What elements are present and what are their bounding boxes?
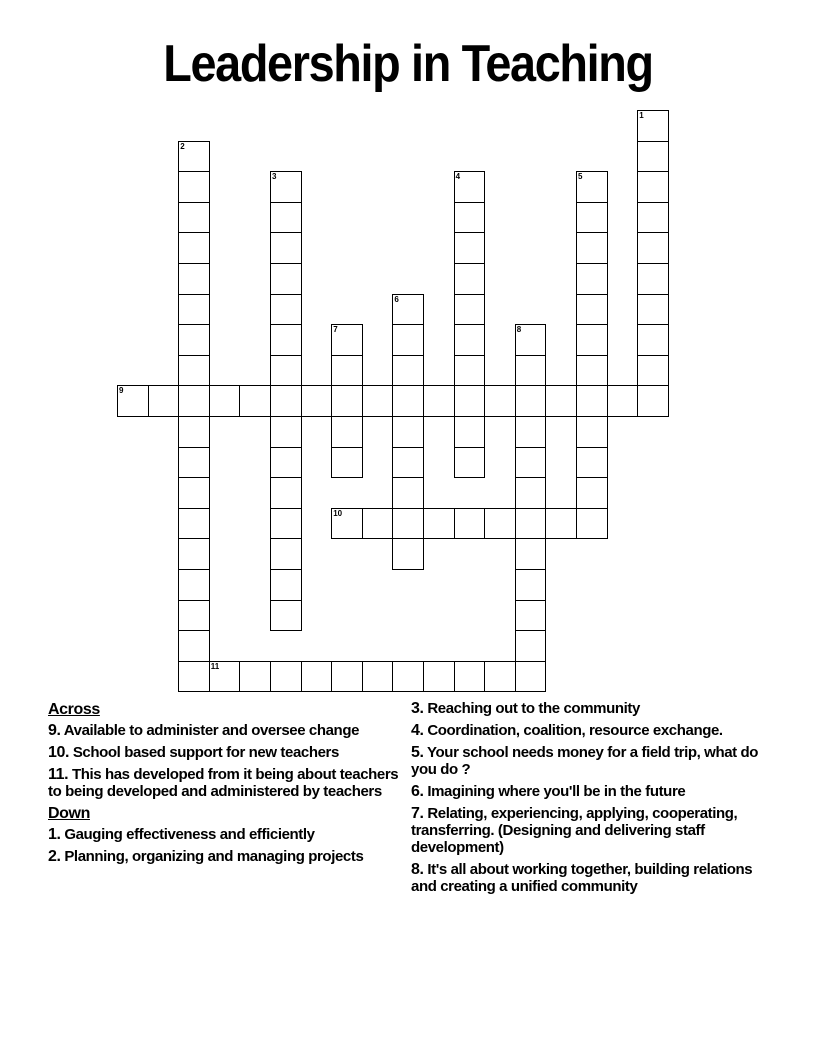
grid-cell[interactable] xyxy=(545,508,577,540)
grid-cell[interactable] xyxy=(515,447,547,479)
grid-cell[interactable] xyxy=(270,294,302,326)
grid-cell[interactable] xyxy=(362,508,394,540)
grid-cell[interactable] xyxy=(178,355,210,387)
grid-cell[interactable] xyxy=(362,661,394,693)
cell-number: 1 xyxy=(639,111,644,120)
grid-cell[interactable] xyxy=(178,263,210,295)
down-clue-5 xyxy=(411,744,771,778)
grid-cell[interactable] xyxy=(637,202,669,234)
cell-number: 3 xyxy=(272,172,277,182)
clues-left-column xyxy=(48,700,408,870)
cell-number: 4 xyxy=(455,172,461,182)
clue-text: Your school needs money for a field trip, what do you do ? xyxy=(411,744,759,778)
clue-number: 8. xyxy=(411,861,424,878)
grid-cell[interactable] xyxy=(423,661,455,693)
grid-cell[interactable] xyxy=(392,538,424,570)
grid-cell[interactable] xyxy=(637,385,669,417)
grid-cell[interactable] xyxy=(178,569,210,601)
grid-cell[interactable] xyxy=(637,232,669,264)
grid-cell[interactable] xyxy=(331,661,363,693)
cell-number: 9 xyxy=(119,386,124,396)
grid-cell[interactable] xyxy=(454,324,486,356)
clue-text: Relating, experiencing, applying, cooperating, transferring. (Designing and delivering staff development) xyxy=(411,805,738,856)
grid-cell[interactable] xyxy=(331,447,363,479)
grid-cell[interactable] xyxy=(515,508,547,540)
grid-cell[interactable] xyxy=(270,202,302,234)
grid-cell[interactable] xyxy=(576,508,608,540)
grid-cell[interactable] xyxy=(392,416,424,448)
grid-cell[interactable] xyxy=(178,538,210,570)
grid-cell[interactable] xyxy=(576,202,608,234)
grid-cell[interactable] xyxy=(454,202,486,234)
cell-number: 11 xyxy=(210,661,220,671)
grid-cell[interactable] xyxy=(270,600,302,632)
grid-cell[interactable] xyxy=(637,263,669,295)
grid-cell[interactable] xyxy=(270,538,302,570)
down-clue-7 xyxy=(411,805,771,856)
grid-cell[interactable] xyxy=(178,477,210,509)
grid-cell[interactable] xyxy=(576,416,608,448)
grid-cell[interactable] xyxy=(454,416,486,448)
grid-cell[interactable] xyxy=(209,661,241,693)
clue-number: 2. xyxy=(48,848,61,865)
clue-number: 6. xyxy=(411,783,424,800)
grid-cell[interactable] xyxy=(239,661,271,693)
clue-text: Available to administer and oversee change xyxy=(63,722,360,739)
grid-cell[interactable] xyxy=(148,385,180,417)
grid-cell[interactable] xyxy=(331,385,363,417)
grid-cell[interactable] xyxy=(576,355,608,387)
clue-text: Planning, organizing and managing projects xyxy=(64,848,364,865)
across-heading: Across xyxy=(48,701,100,718)
grid-cell[interactable] xyxy=(178,600,210,632)
grid-cell[interactable] xyxy=(515,416,547,448)
grid-cell[interactable] xyxy=(178,294,210,326)
grid-cell[interactable] xyxy=(178,202,210,234)
grid-cell[interactable] xyxy=(637,355,669,387)
grid-cell[interactable] xyxy=(270,477,302,509)
grid-cell[interactable] xyxy=(576,447,608,479)
grid-cell[interactable] xyxy=(178,447,210,479)
cell-number: 2 xyxy=(180,141,185,151)
grid-cell[interactable] xyxy=(331,355,363,387)
grid-cell[interactable] xyxy=(454,447,486,479)
clue-number: 10. xyxy=(48,744,70,761)
grid-cell[interactable] xyxy=(454,661,486,693)
grid-cell[interactable] xyxy=(484,508,516,540)
grid-cell[interactable] xyxy=(239,385,271,417)
grid-cell[interactable] xyxy=(637,110,669,142)
grid-cell[interactable] xyxy=(607,385,639,417)
grid-cell[interactable] xyxy=(178,416,210,448)
grid-cell[interactable] xyxy=(392,355,424,387)
grid-cell[interactable] xyxy=(270,508,302,540)
grid-cell[interactable] xyxy=(454,263,486,295)
grid-cell[interactable] xyxy=(454,385,486,417)
grid-cell[interactable] xyxy=(576,171,608,203)
grid-cell[interactable] xyxy=(423,508,455,540)
grid-cell[interactable] xyxy=(454,355,486,387)
down-clue-2 xyxy=(48,848,408,865)
grid-cell[interactable] xyxy=(515,477,547,509)
grid-cell[interactable] xyxy=(454,171,486,203)
grid-cell[interactable] xyxy=(515,569,547,601)
grid-cell[interactable] xyxy=(392,324,424,356)
grid-cell[interactable] xyxy=(637,141,669,173)
grid-cell[interactable] xyxy=(331,416,363,448)
grid-cell[interactable] xyxy=(576,477,608,509)
grid-cell[interactable] xyxy=(178,141,210,173)
cell-number: 6 xyxy=(394,294,399,304)
grid-cell[interactable] xyxy=(454,508,486,540)
grid-cell[interactable] xyxy=(178,232,210,264)
grid-cell[interactable] xyxy=(515,538,547,570)
grid-cell[interactable] xyxy=(270,355,302,387)
grid-cell[interactable] xyxy=(117,385,149,417)
grid-cell[interactable] xyxy=(454,294,486,326)
grid-cell[interactable] xyxy=(545,385,577,417)
grid-cell[interactable] xyxy=(270,232,302,264)
clue-number: 11. xyxy=(48,766,69,783)
cell-number: 5 xyxy=(578,172,583,182)
across-clue-9 xyxy=(48,722,408,739)
clue-text: Imagining where you'll be in the future xyxy=(427,783,686,800)
grid-cell[interactable] xyxy=(576,385,608,417)
grid-cell[interactable] xyxy=(331,508,363,540)
clue-number: 9. xyxy=(48,722,61,739)
clue-number: 5. xyxy=(411,744,424,761)
grid-cell[interactable] xyxy=(270,263,302,295)
grid-cell[interactable] xyxy=(178,324,210,356)
grid-cell[interactable] xyxy=(515,661,547,693)
grid-cell[interactable] xyxy=(484,661,516,693)
grid-cell[interactable] xyxy=(515,630,547,662)
clue-number: 4. xyxy=(411,722,424,739)
grid-cell[interactable] xyxy=(392,294,424,326)
grid-cell[interactable] xyxy=(270,447,302,479)
puzzle-title: Leadership in Teaching xyxy=(163,35,653,93)
clue-number: 1. xyxy=(48,826,61,843)
grid-cell[interactable] xyxy=(392,477,424,509)
clue-text: This has developed from it being about teachers to being developed and administered by teachers xyxy=(48,766,399,800)
grid-cell[interactable] xyxy=(178,508,210,540)
clue-number: 7. xyxy=(411,805,424,822)
grid-cell[interactable] xyxy=(270,324,302,356)
grid-cell[interactable] xyxy=(270,569,302,601)
grid-cell[interactable] xyxy=(301,661,333,693)
grid-cell[interactable] xyxy=(392,508,424,540)
down-heading: Down xyxy=(48,805,90,822)
grid-cell[interactable] xyxy=(484,385,516,417)
grid-cell[interactable] xyxy=(301,385,333,417)
grid-cell[interactable] xyxy=(637,324,669,356)
grid-cell[interactable] xyxy=(178,630,210,662)
grid-cell[interactable] xyxy=(392,447,424,479)
across-clue-11 xyxy=(48,766,408,800)
cell-number: 10 xyxy=(333,508,343,518)
grid-cell[interactable] xyxy=(331,324,363,356)
clues-right-column xyxy=(411,700,771,900)
grid-cell[interactable] xyxy=(270,661,302,693)
grid-cell[interactable] xyxy=(454,232,486,264)
down-clue-4 xyxy=(411,722,771,739)
clue-text: Coordination, coalition, resource exchange. xyxy=(427,722,723,739)
grid-cell[interactable] xyxy=(515,600,547,632)
clue-text: It's all about working together, building relations and creating a unified community xyxy=(411,861,753,895)
grid-cell[interactable] xyxy=(576,324,608,356)
grid-cell[interactable] xyxy=(392,385,424,417)
cell-number: 8 xyxy=(516,325,522,335)
grid-cell[interactable] xyxy=(637,171,669,203)
grid-cell[interactable] xyxy=(270,416,302,448)
grid-cell[interactable] xyxy=(178,661,210,693)
grid-cell[interactable] xyxy=(576,263,608,295)
grid-cell[interactable] xyxy=(637,294,669,326)
grid-cell[interactable] xyxy=(515,355,547,387)
grid-cell[interactable] xyxy=(209,385,241,417)
down-clue-1 xyxy=(48,826,408,843)
down-clue-3 xyxy=(411,700,771,717)
grid-cell[interactable] xyxy=(270,385,302,417)
grid-cell[interactable] xyxy=(178,385,210,417)
grid-cell[interactable] xyxy=(576,232,608,264)
grid-cell[interactable] xyxy=(515,324,547,356)
down-clue-8 xyxy=(411,861,771,895)
down-clue-6 xyxy=(411,783,771,800)
grid-cell[interactable] xyxy=(423,385,455,417)
clue-number: 3. xyxy=(411,700,424,717)
clue-text: School based support for new teachers xyxy=(72,744,339,761)
grid-cell[interactable] xyxy=(270,171,302,203)
cell-number: 7 xyxy=(333,325,338,335)
clue-text: Reaching out to the community xyxy=(427,700,640,717)
grid-cell[interactable] xyxy=(515,385,547,417)
across-clue-10 xyxy=(48,744,408,761)
clue-text: Gauging effectiveness and efficiently xyxy=(64,826,315,843)
grid-cell[interactable] xyxy=(576,294,608,326)
grid-cell[interactable] xyxy=(178,171,210,203)
grid-cell[interactable] xyxy=(392,661,424,693)
grid-cell[interactable] xyxy=(362,385,394,417)
